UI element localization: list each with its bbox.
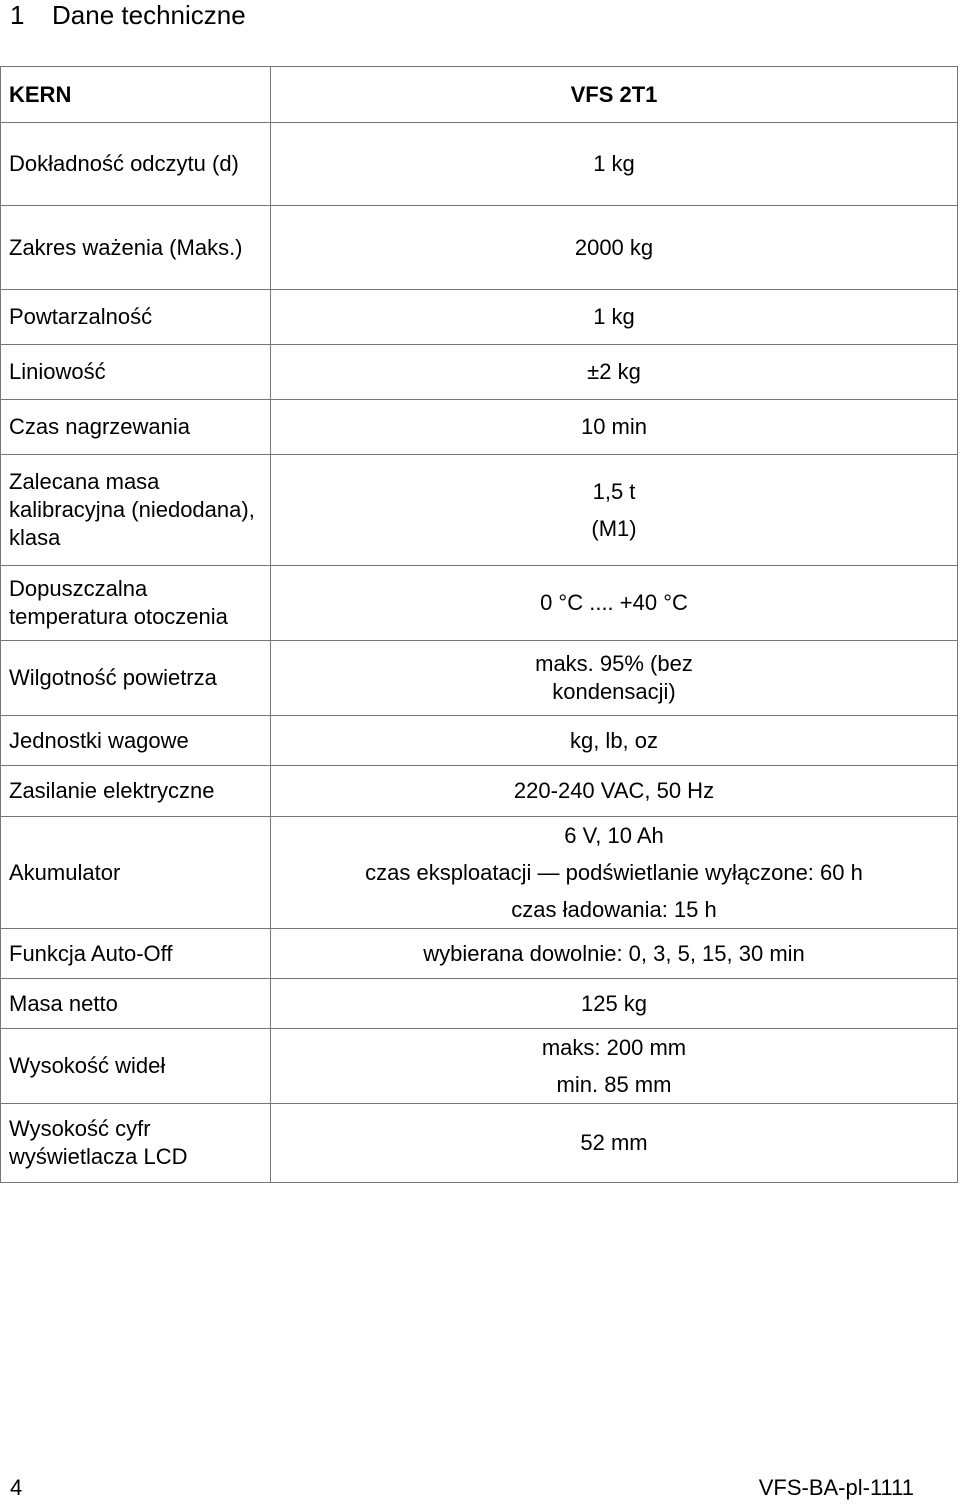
row-label: Wysokość wideł	[1, 1029, 271, 1104]
row-label: Funkcja Auto-Off	[1, 929, 271, 979]
table-row	[1, 641, 958, 716]
row-value: 220-240 VAC, 50 Hz	[271, 766, 958, 817]
table-row	[1, 206, 958, 290]
row-value: maks: 200 mm min. 85 mm	[271, 1029, 958, 1104]
section-heading	[10, 0, 246, 30]
table-row	[1, 817, 958, 929]
table-row	[1, 1104, 958, 1183]
row-value: kg, lb, oz	[271, 716, 958, 766]
row-value: wybierana dowolnie: 0, 3, 5, 15, 30 min	[271, 929, 958, 979]
row-value: 2000 kg	[271, 206, 958, 290]
row-label: Liniowość	[1, 345, 271, 400]
row-value: 52 mm	[271, 1104, 958, 1183]
row-label: Powtarzalność	[1, 290, 271, 345]
page-number: 4	[10, 1475, 23, 1500]
row-label: Wilgotność powietrza	[1, 641, 271, 716]
table-row	[1, 1029, 958, 1104]
row-label: Jednostki wagowe	[1, 716, 271, 766]
table-row	[1, 345, 958, 400]
technical-data-table	[0, 66, 958, 1183]
row-value: maks. 95% (bez kondensacji)	[271, 641, 958, 716]
row-label: Czas nagrzewania	[1, 400, 271, 455]
row-value: 1,5 t (M1)	[271, 455, 958, 566]
row-label: Zakres ważenia (Maks.)	[1, 206, 271, 290]
table-row	[1, 566, 958, 641]
table-row	[1, 455, 958, 566]
table-row	[1, 929, 958, 979]
table-row	[1, 979, 958, 1029]
header-model: VFS 2T1	[271, 67, 958, 123]
row-value: 125 kg	[271, 979, 958, 1029]
row-value: 10 min	[271, 400, 958, 455]
table-row	[1, 716, 958, 766]
row-value: 6 V, 10 Ah czas eksploatacji — podświetlanie wyłączone: 60 h czas ładowania: 15 h	[271, 817, 958, 929]
row-label: Zasilanie elektryczne	[1, 766, 271, 817]
table-row	[1, 123, 958, 206]
row-label: Wysokość cyfr wyświetlacza LCD	[1, 1104, 271, 1183]
row-value: ±2 kg	[271, 345, 958, 400]
row-label: Masa netto	[1, 979, 271, 1029]
row-label: Akumulator	[1, 817, 271, 929]
section-title: Dane techniczne	[52, 0, 246, 30]
row-label: Dokładność odczytu (d)	[1, 123, 271, 206]
row-value: 0 °C .... +40 °C	[271, 566, 958, 641]
row-label: Dopuszczalna temperatura otoczenia	[1, 566, 271, 641]
document-code: VFS-BA-pl-1111	[758, 1475, 914, 1500]
table-row	[1, 766, 958, 817]
table-row	[1, 400, 958, 455]
row-value: 1 kg	[271, 290, 958, 345]
section-number: 1	[10, 0, 25, 30]
table-header-row	[1, 67, 958, 123]
table-row	[1, 290, 958, 345]
row-value: 1 kg	[271, 123, 958, 206]
row-label: Zalecana masa kalibracyjna (niedodana), klasa	[1, 455, 271, 566]
header-brand: KERN	[1, 67, 271, 123]
